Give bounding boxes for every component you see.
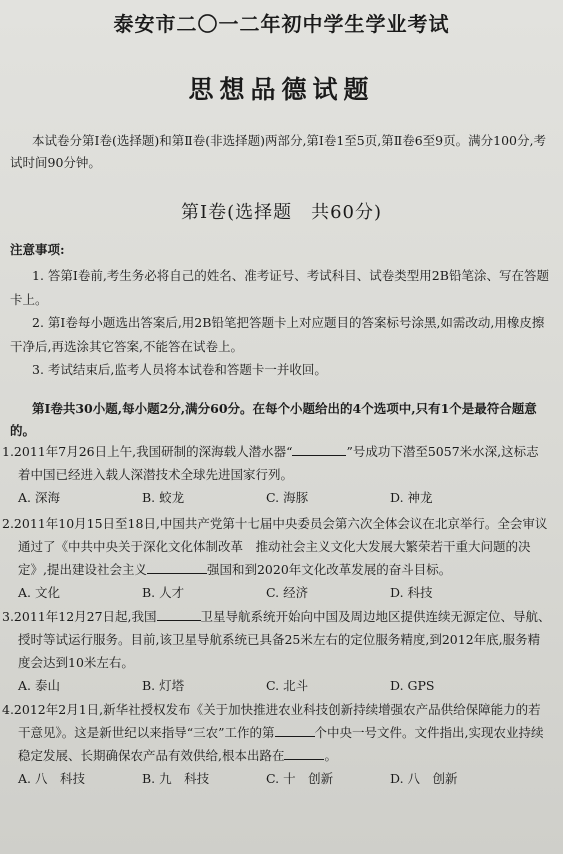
question-stem: 2.2011年10月15日至18日,中国共产党第十七届中央委员会第六次全体会议在北京举行。全会审议通过了《中共中央关于深化文化体制改革 推动社会主义文化大发展大繁荣若干重大问题的决定》,提出建设社会主义 bbox=[2, 516, 548, 577]
question-stem: 强国和到2020年文化改革发展的奋斗目标。 bbox=[206, 562, 452, 577]
notes-heading: 注意事项: bbox=[10, 242, 65, 257]
option-c: C. 经济 bbox=[266, 585, 309, 600]
answer-blank bbox=[275, 724, 315, 737]
question-2 bbox=[2, 512, 551, 605]
question-list bbox=[2, 440, 551, 791]
exam-title: 泰安市二〇一二年初中学生学业考试 bbox=[113, 12, 450, 36]
option-row bbox=[2, 581, 551, 605]
option-a: A. 文化 bbox=[18, 585, 60, 600]
question-stem: ”号成功下潜至5057米水深,这标志着中国已经进入载人深潜技术全球先进国家行列。 bbox=[18, 444, 539, 482]
option-a: A. 泰山 bbox=[18, 678, 60, 693]
answer-blank bbox=[292, 443, 346, 456]
notes-list bbox=[10, 264, 549, 382]
option-row bbox=[2, 767, 551, 791]
answer-blank bbox=[157, 608, 201, 621]
option-b: B. 蛟龙 bbox=[142, 490, 185, 505]
exam-intro: 本试卷分第Ⅰ卷(选择题)和第Ⅱ卷(非选择题)两部分,第Ⅰ卷1至5页,第Ⅱ卷6至9页。满分100分,考试时间90分钟。 bbox=[10, 133, 546, 170]
question-text bbox=[2, 440, 551, 486]
option-b: B. 九 科技 bbox=[142, 771, 210, 786]
question-4 bbox=[2, 698, 551, 791]
answer-blank bbox=[284, 747, 324, 760]
question-stem: 3.2011年12月27日起,我国 bbox=[2, 609, 157, 624]
option-row bbox=[2, 674, 551, 698]
option-d: D. 科技 bbox=[390, 585, 433, 600]
note-item: 1. 答第Ⅰ卷前,考生务必将自己的姓名、准考证号、考试科目、试卷类型用2B铅笔涂、写在答题卡上。 bbox=[10, 268, 549, 307]
part-title: 第Ⅰ卷(选择题 共60分) bbox=[180, 202, 383, 223]
question-stem: 个中央一号文件。文件指出,实现农业持续稳定发展、长期确保农产品有效供给,根本出路在 bbox=[18, 725, 544, 763]
option-d: D. GPS bbox=[390, 678, 435, 693]
subject-title: 思想品德试题 bbox=[188, 75, 375, 104]
option-a: A. 深海 bbox=[18, 490, 60, 505]
option-d: D. 神龙 bbox=[390, 490, 433, 505]
question-stem: 。 bbox=[324, 748, 337, 763]
note-item: 3. 考试结束后,监考人员将本试卷和答题卡一并收回。 bbox=[32, 362, 327, 377]
note-item: 2. 第Ⅰ卷每小题选出答案后,用2B铅笔把答题卡上对应题目的答案标号涂黑,如需改动,用橡皮擦干净后,再选涂其它答案,不能答在试卷上。 bbox=[10, 315, 545, 354]
question-text bbox=[2, 512, 551, 581]
option-b: B. 人才 bbox=[142, 585, 185, 600]
answer-blank bbox=[147, 561, 207, 574]
option-b: B. 灯塔 bbox=[142, 678, 185, 693]
question-stem: 1.2011年7月26日上午,我国研制的深海载人潜水器“ bbox=[2, 444, 293, 459]
option-c: C. 海豚 bbox=[266, 490, 309, 505]
question-text bbox=[2, 698, 551, 767]
option-c: C. 北斗 bbox=[266, 678, 309, 693]
question-text bbox=[2, 605, 551, 674]
question-1 bbox=[2, 440, 551, 510]
section-intro: 第Ⅰ卷共30小题,每小题2分,满分60分。在每个小题给出的4个选项中,只有1个是最符合题意的。 bbox=[10, 401, 537, 438]
option-a: A. 八 科技 bbox=[18, 771, 85, 786]
question-3 bbox=[2, 605, 551, 698]
option-d: D. 八 创新 bbox=[390, 771, 458, 786]
option-c: C. 十 创新 bbox=[266, 771, 334, 786]
option-row bbox=[2, 486, 551, 510]
question-stem: 卫星导航系统开始向中国及周边地区提供连续无源定位、导航、授时等试运行服务。目前,该卫星导航系统已具备25米左右的定位服务精度,到2012年底,服务精度会达到10米左右。 bbox=[18, 609, 551, 670]
question-stem: 4.2012年2月1日,新华社授权发布《关于加快推进农业科技创新持续增强农产品供给保障能力的若干意见》。这是新世纪以来指导“三农”工作的第 bbox=[2, 702, 541, 740]
